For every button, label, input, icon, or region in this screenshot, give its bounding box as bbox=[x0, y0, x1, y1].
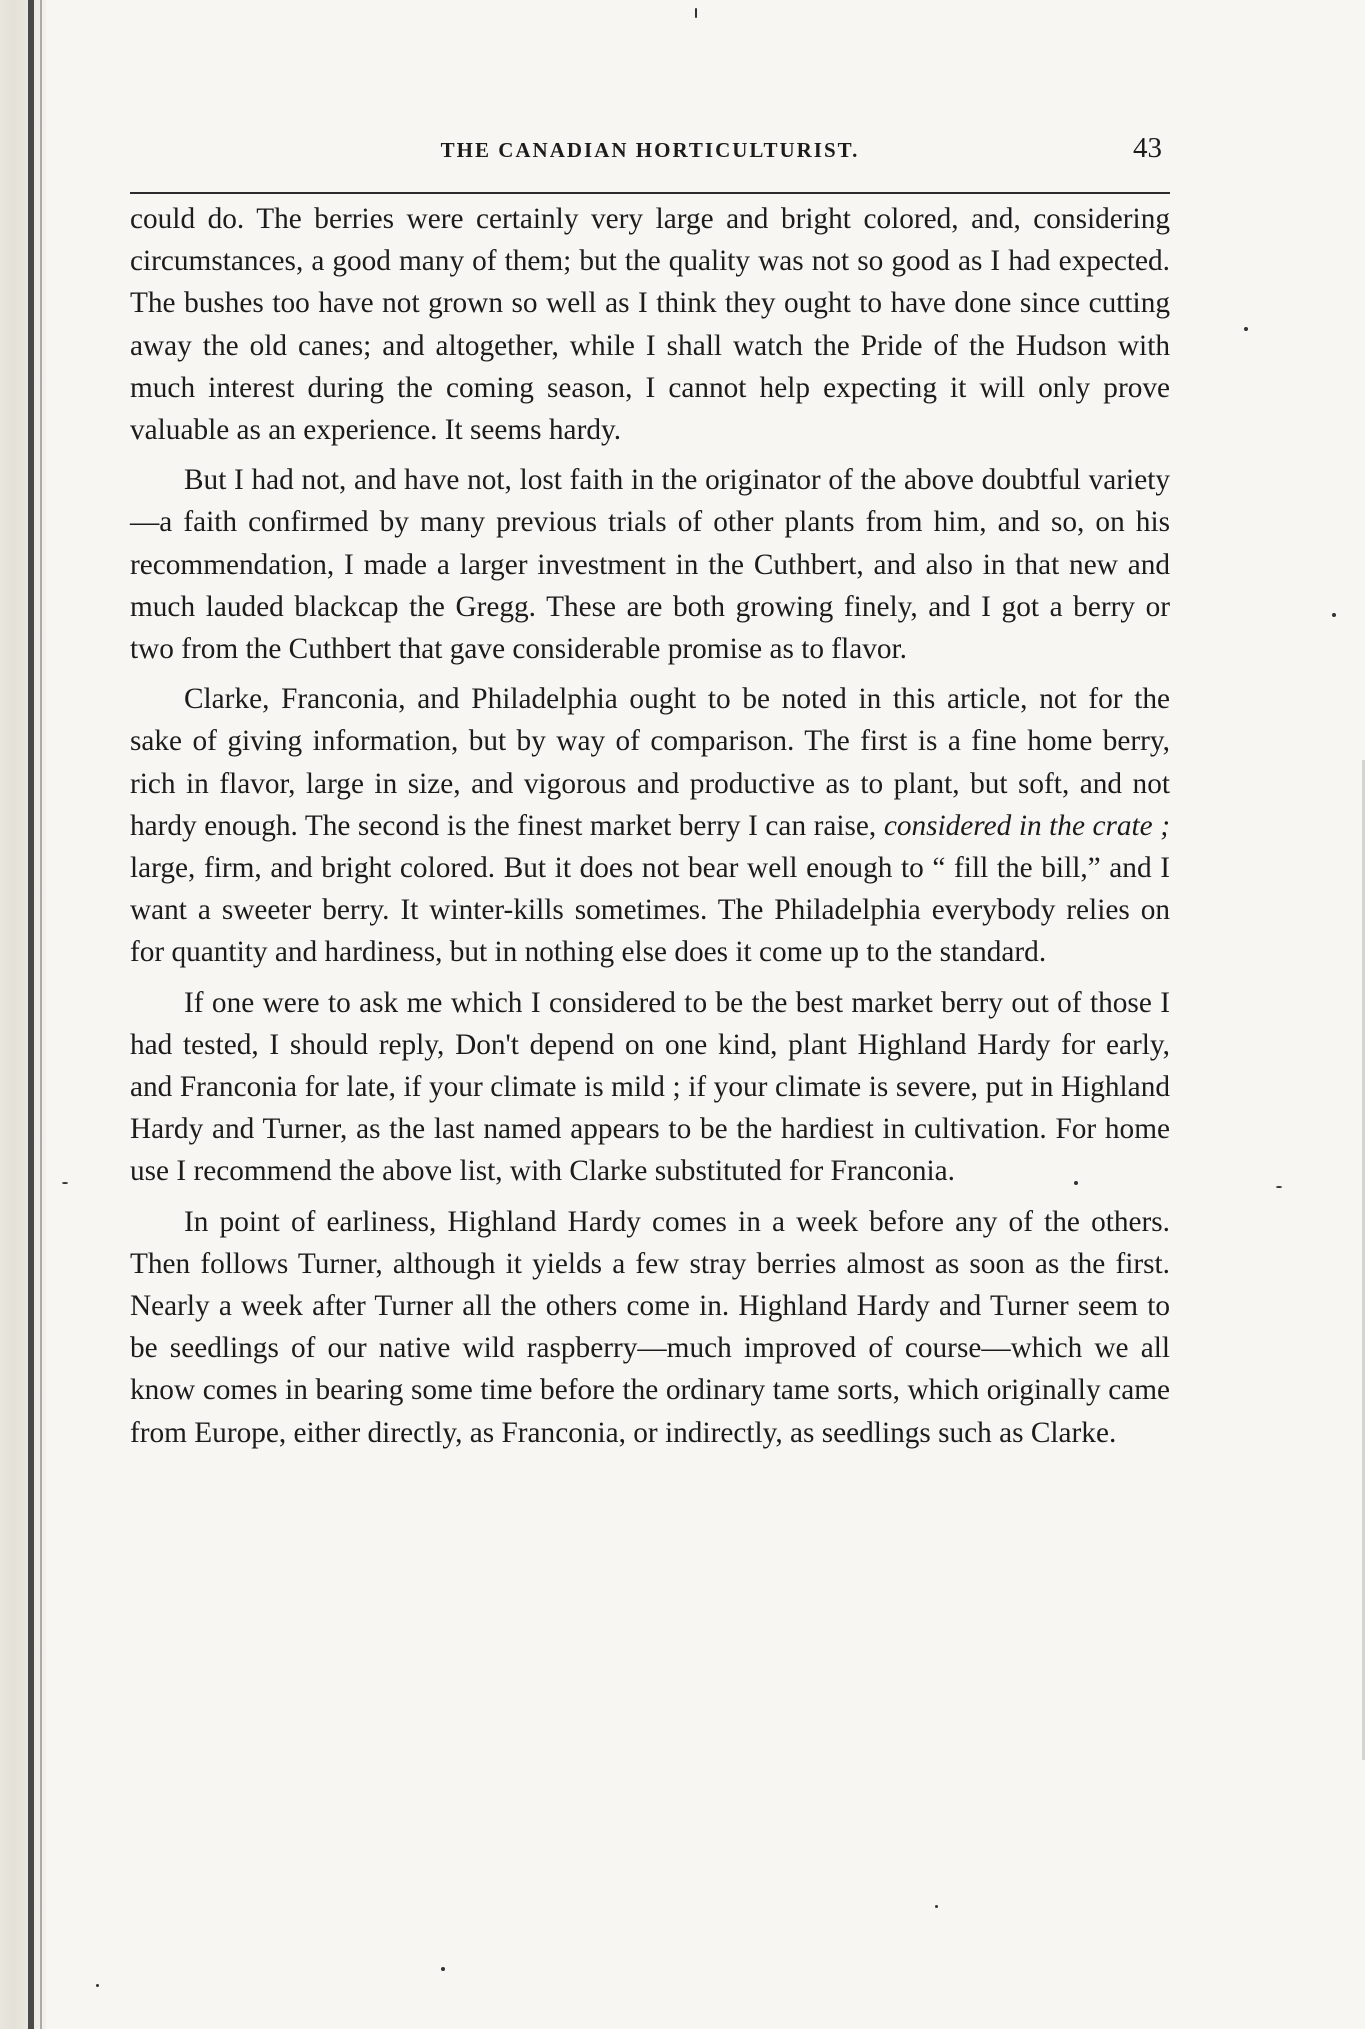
paragraph-pride-of-hudson: could do. The berries were certainly very large and bright colored, and, considering circumstances, a good many of them; but the quality was not so good as I had expected. The bushes too have not grown so well as I think they ought to have done since cutting away the old canes; and altogether, while I shall watch the Pride of the Hudson with much interest during the coming season, I cannot help expecting it will only prove valuable as an experience. It seems hardy. bbox=[130, 203, 1170, 447]
paragraph-cuthbert-gregg: But I had not, and have not, lost faith in the originator of the above doubtful variety—a faith confirmed by many previous trials of other plants from him, and so, on his recommendation, I made a larger investment in the Cuthbert, and also in that new and much lauded blackcap the Gregg. These are both growing finely, and I got a berry or two from the Cuthbert that gave considerable promise as to flavor. bbox=[130, 464, 1170, 666]
clarke-text-end: large, firm, and bright colored. But it does not bear well enough to “ fill the bill,” and I want a sweeter berry. It winter-kills sometimes. The Philadelphia everybody relies on for quantity and hardiness, but in nothing else does it come up to the standard. bbox=[130, 852, 1170, 969]
paragraph-clarke-franconia-philadelphia bbox=[130, 678, 1170, 973]
body-text bbox=[130, 198, 1170, 1454]
print-speck bbox=[441, 1967, 445, 1971]
print-speck bbox=[1332, 613, 1336, 617]
header-rule bbox=[130, 192, 1170, 194]
book-page bbox=[130, 128, 1170, 1454]
print-speck bbox=[935, 1905, 938, 1908]
print-speck bbox=[62, 1182, 68, 1184]
italic-phrase: considered in the crate ; bbox=[883, 809, 1170, 842]
binding-inner-line bbox=[40, 0, 42, 2029]
page-number: 43 bbox=[1133, 132, 1162, 164]
print-speck bbox=[695, 8, 697, 18]
binding-shadow-line bbox=[28, 0, 34, 2029]
running-title: THE CANADIAN HORTICULTURIST. bbox=[440, 138, 860, 162]
print-speck bbox=[1276, 1186, 1282, 1188]
print-speck bbox=[96, 1984, 99, 1987]
paragraph-earliness: In point of earliness, Highland Hardy comes in a week before any of the others. Then follows Turner, although it yields a few stray berries almost as soon as the first. Nearly a week after Turner all the others come in. Highland Hardy and Turner seem to be seedlings of our native wild raspberry—much improved of course—which we all know comes in bearing some time before the ordinary tame sorts, which originally came from Europe, either directly, as Franconia, or indirectly, as seedlings such as Clarke. bbox=[130, 1205, 1170, 1449]
print-speck bbox=[1244, 327, 1248, 331]
clarke-text-start: Clarke, Franconia, and Philadelphia ought to be noted in this article, not for the sake of giving information, but by way of comparison. The first is a fine home berry, rich in flavor, large in size, and vigorous and productive as to plant, but soft, and not hardy enough. The second is the finest market berry I can raise, bbox=[130, 683, 1170, 842]
paragraph-best-market-berry: If one were to ask me which I considered to be the best market berry out of those I had tested, I should reply, Don't depend on one kind, plant Highland Hardy for early, and Franconia for late, if your climate is mild ; if your climate is severe, put in Highland Hardy and Turner, as the last named appears to be the hardiest in cultivation. For home use I recommend the above list, with Clarke substituted for Franconia. bbox=[130, 986, 1170, 1188]
running-header bbox=[130, 128, 1170, 172]
